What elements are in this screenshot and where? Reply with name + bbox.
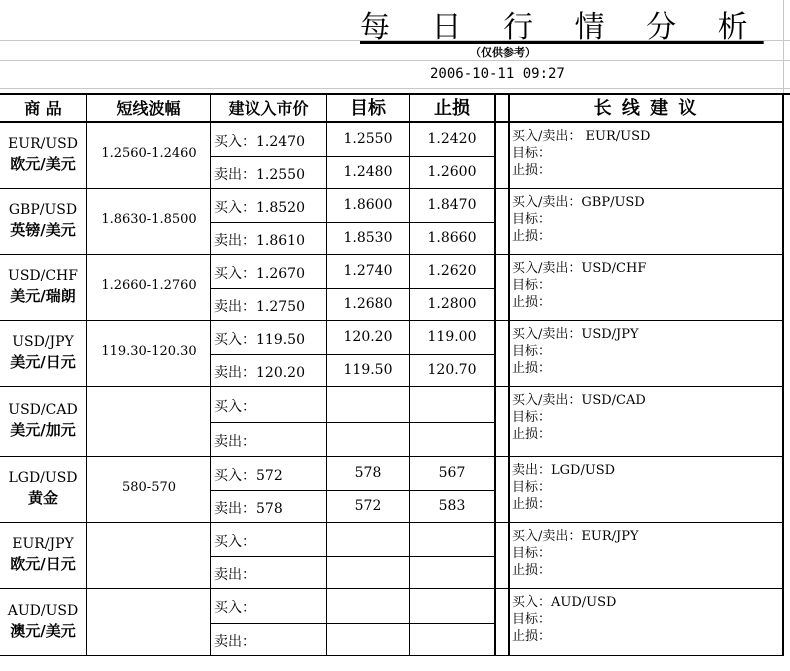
- long-term-action: 买入/卖出：USD/CHF: [512, 261, 647, 276]
- long-term-advice: [512, 194, 645, 245]
- short-term-range: 580-570: [121, 480, 177, 495]
- pair-name: 英镑/美元: [10, 221, 76, 239]
- long-term-action: 买入/卖出：EUR/JPY: [512, 529, 639, 544]
- sell-entry: 卖出：1.8610: [214, 233, 305, 249]
- sell-stop: 583: [438, 498, 466, 514]
- row-divider: [210, 556, 495, 557]
- pair-name: 美元/加元: [10, 421, 76, 439]
- long-term-action: 买入/卖出： EUR/USD: [512, 129, 651, 144]
- row-border: [0, 456, 783, 457]
- pair-code: AUD/USD: [7, 603, 79, 619]
- long-term-target: 目标：: [512, 480, 552, 495]
- short-term-range: 1.2560-1.2460: [101, 146, 197, 161]
- row-divider: [210, 490, 495, 491]
- sell-entry: 卖出：578: [214, 501, 283, 517]
- row-border: [0, 254, 783, 255]
- row-divider: [210, 422, 495, 423]
- pair-code: EUR/JPY: [12, 536, 74, 552]
- table-border: [508, 93, 510, 656]
- sell-stop: 1.2800: [427, 296, 477, 312]
- header-range: 短线波幅: [116, 99, 181, 118]
- long-term-action: 买入/卖出：GBP/USD: [512, 195, 645, 210]
- long-term-target: 目标：: [512, 410, 552, 425]
- row-border: [0, 188, 783, 189]
- pair-name: 欧元/美元: [10, 155, 76, 173]
- long-term-stop: 止损：: [512, 163, 552, 178]
- sell-entry: 卖出：1.2550: [214, 167, 305, 183]
- pair-name: 美元/日元: [10, 353, 76, 371]
- row-border: [0, 655, 783, 656]
- buy-stop: 119.00: [427, 329, 477, 345]
- currency-pair: [0, 266, 86, 306]
- long-term-action: 卖出：LGD/USD: [512, 463, 616, 478]
- pair-code: EUR/USD: [8, 136, 78, 152]
- header-entry: 建议入市价: [228, 99, 309, 118]
- sell-target: 1.2680: [343, 296, 393, 312]
- header-pair: 商 品: [24, 99, 62, 118]
- long-term-stop: 止损：: [512, 427, 552, 442]
- header-target: 目标: [350, 98, 386, 119]
- buy-target: 1.2550: [343, 131, 393, 147]
- long-term-stop: 止损：: [512, 563, 552, 578]
- long-term-stop: 止损：: [512, 229, 552, 244]
- long-term-advice: [512, 594, 616, 645]
- long-term-advice: [512, 462, 615, 513]
- grid-line: [0, 88, 790, 89]
- row-divider: [210, 288, 495, 289]
- row-border: [0, 588, 783, 589]
- long-term-target: 目标：: [512, 278, 552, 293]
- long-term-advice: [512, 128, 650, 179]
- pair-name: 黄金: [27, 489, 58, 507]
- sell-entry: 卖出：120.20: [214, 365, 305, 381]
- sell-stop: 120.70: [427, 362, 477, 378]
- sell-target: 572: [354, 498, 382, 514]
- pair-name: 美元/瑞朗: [10, 287, 76, 305]
- currency-pair: [0, 200, 86, 240]
- row-divider: [210, 623, 495, 624]
- buy-entry: 买入：1.2470: [214, 134, 305, 150]
- pair-code: USD/CHF: [8, 268, 78, 284]
- row-border: [0, 522, 783, 523]
- long-term-target: 目标：: [512, 344, 552, 359]
- long-term-target: 目标：: [512, 146, 552, 161]
- table-border: [210, 93, 211, 656]
- buy-stop: 1.8470: [427, 197, 477, 213]
- sell-entry: 卖出：1.2750: [214, 299, 305, 315]
- buy-entry: 买入：119.50: [214, 332, 305, 348]
- grid-line: [783, 0, 784, 95]
- sell-entry: 卖出：: [214, 434, 256, 450]
- long-term-advice: [512, 260, 646, 311]
- row-border: [0, 386, 783, 387]
- pair-name: 欧元/日元: [10, 555, 76, 573]
- sell-target: 1.8530: [343, 230, 393, 246]
- sell-target: 1.2480: [343, 164, 393, 180]
- currency-pair: [0, 601, 86, 641]
- sell-target: 119.50: [343, 362, 393, 378]
- buy-target: 120.20: [343, 329, 393, 345]
- pair-code: GBP/USD: [8, 202, 78, 218]
- page-title: 每 日 行 情 分 析: [360, 10, 764, 45]
- short-term-range: 1.8630-1.8500: [101, 212, 197, 227]
- header-stop: 止损: [434, 98, 470, 119]
- long-term-stop: 止损：: [512, 361, 552, 376]
- row-divider: [210, 156, 495, 157]
- buy-entry: 买入：1.8520: [214, 200, 305, 216]
- buy-entry: 买入：1.2670: [214, 266, 305, 282]
- long-term-advice: [512, 326, 639, 377]
- row-divider: [210, 222, 495, 223]
- long-term-advice: [512, 528, 639, 579]
- buy-target: 1.2740: [343, 263, 393, 279]
- buy-stop: 567: [438, 465, 466, 481]
- buy-target: 578: [354, 465, 382, 481]
- pair-code: USD/CAD: [8, 402, 78, 418]
- pair-code: USD/JPY: [12, 334, 74, 350]
- page-subtitle: （仅供参考）: [470, 46, 536, 59]
- pair-code: LGD/USD: [8, 470, 78, 486]
- grid-line: [0, 60, 790, 61]
- long-term-stop: 止损：: [512, 629, 552, 644]
- sell-stop: 1.8660: [427, 230, 477, 246]
- table-border: [494, 93, 496, 656]
- header-long-term: 长 线 建 议: [593, 98, 699, 119]
- long-term-target: 目标：: [512, 612, 552, 627]
- long-term-action: 买入：AUD/USD: [512, 595, 617, 610]
- currency-pair: [0, 534, 86, 574]
- currency-pair: [0, 332, 86, 372]
- pair-name: 澳元/美元: [10, 622, 76, 640]
- long-term-action: 买入/卖出：USD/CAD: [512, 393, 646, 408]
- row-border: [0, 320, 783, 321]
- buy-target: 1.8600: [343, 197, 393, 213]
- long-term-action: 买入/卖出：USD/JPY: [512, 327, 639, 342]
- table-border: [782, 93, 784, 656]
- row-divider: [210, 354, 495, 355]
- sell-entry: 卖出：: [214, 634, 256, 650]
- currency-pair: [0, 400, 86, 440]
- buy-entry: 买入：: [214, 534, 256, 550]
- sell-entry: 卖出：: [214, 567, 256, 583]
- buy-stop: 1.2420: [427, 131, 477, 147]
- buy-entry: 买入：: [214, 399, 256, 415]
- short-term-range: 1.2660-1.2760: [101, 278, 197, 293]
- short-term-range: 119.30-120.30: [101, 344, 197, 359]
- long-term-advice: [512, 392, 646, 443]
- table-border: [86, 93, 87, 656]
- long-term-target: 目标：: [512, 212, 552, 227]
- long-term-stop: 止损：: [512, 295, 552, 310]
- buy-entry: 买入：572: [214, 468, 283, 484]
- long-term-stop: 止损：: [512, 497, 552, 512]
- currency-pair: [0, 134, 86, 174]
- long-term-target: 目标：: [512, 546, 552, 561]
- buy-entry: 买入：: [214, 600, 256, 616]
- buy-stop: 1.2620: [427, 263, 477, 279]
- currency-pair: [0, 468, 86, 508]
- report-datetime: 2006-10-11 09:27: [430, 66, 565, 82]
- sell-stop: 1.2600: [427, 164, 477, 180]
